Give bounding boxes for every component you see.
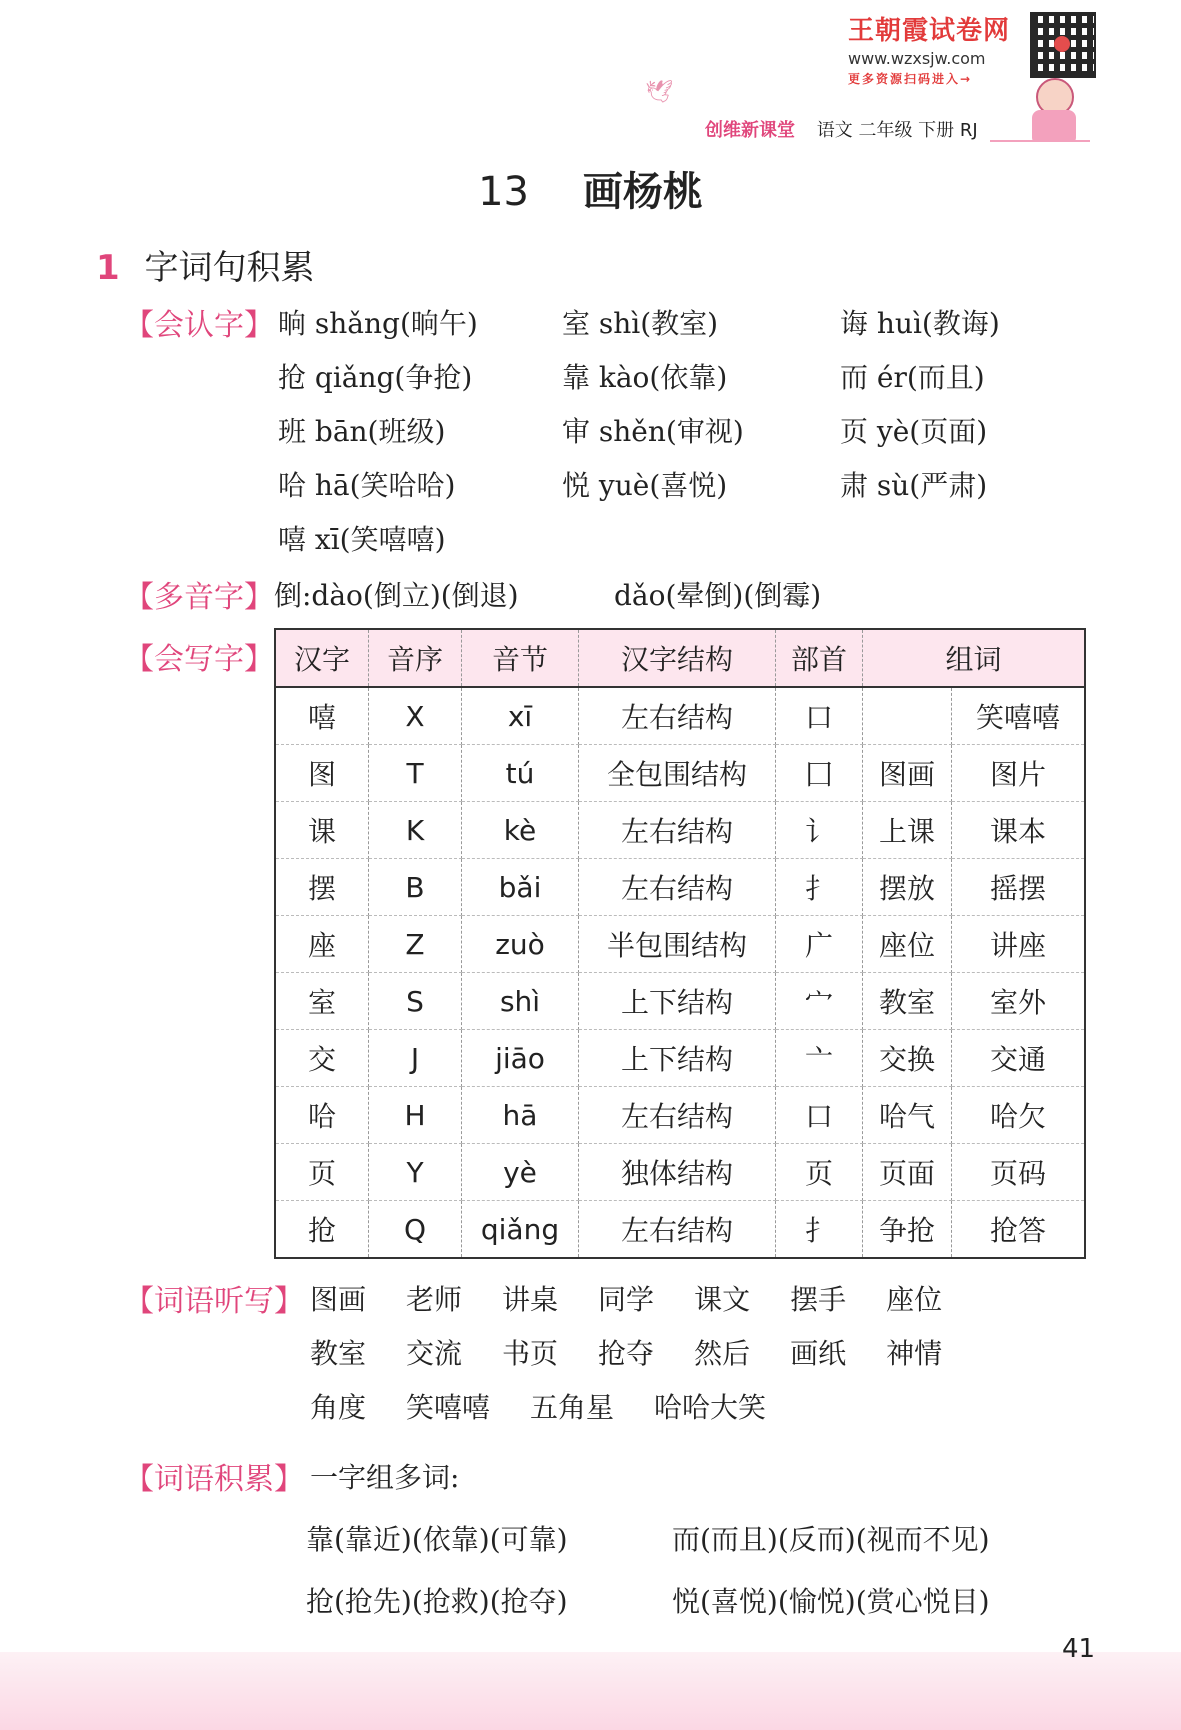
dictation-line <box>310 1332 982 1372</box>
table-cell: 上课 <box>863 802 952 859</box>
table-row <box>275 916 1085 973</box>
accumulate-item: 抢(抢先)(抢救)(抢夺) <box>306 1585 568 1618</box>
table-row <box>275 745 1085 802</box>
table-row <box>275 1201 1085 1259</box>
table-cell: 上下结构 <box>579 973 776 1030</box>
dictation-word: 画纸 <box>790 1337 847 1370</box>
recognize-item: 肃 sù(严肃) <box>840 469 988 502</box>
dictation-word: 座位 <box>886 1283 943 1316</box>
table-cell: 页 <box>776 1144 863 1201</box>
table-cell: yè <box>462 1144 579 1201</box>
table-cell: B <box>369 859 462 916</box>
header-cell: 汉字 <box>275 629 369 687</box>
dictation-word: 摆手 <box>790 1283 847 1316</box>
dictation-word: 五角星 <box>530 1391 615 1424</box>
accumulate-label: 【词语积累】 <box>124 1462 304 1497</box>
page-title <box>0 160 1181 217</box>
dictation-word: 讲桌 <box>502 1283 559 1316</box>
dictation-word: 同学 <box>598 1283 655 1316</box>
table-cell: S <box>369 973 462 1030</box>
recognize-item: 晌 shǎng(晌午) <box>278 307 478 340</box>
dictation-word: 图画 <box>310 1283 367 1316</box>
table-cell: 座 <box>275 916 369 973</box>
bird-icon: 🕊 <box>645 80 673 105</box>
decorative-line <box>990 140 1090 142</box>
table-row <box>275 859 1085 916</box>
dictation-word: 教室 <box>310 1337 367 1370</box>
dictation-word: 书页 <box>502 1337 559 1370</box>
header-cell: 组词 <box>863 629 1086 687</box>
table-cell: 左右结构 <box>579 802 776 859</box>
table-cell: 教室 <box>863 973 952 1030</box>
dictation-word: 交流 <box>406 1337 463 1370</box>
table-cell: 图 <box>275 745 369 802</box>
watermark-url[interactable]: www.wzxsjw.com <box>848 49 986 68</box>
dictation-word: 然后 <box>694 1337 751 1370</box>
recognize-item: 诲 huì(教诲) <box>840 307 1000 340</box>
dictation-word: 课文 <box>694 1283 751 1316</box>
section-title: 字词句积累 <box>144 248 315 288</box>
recognize-item: 班 bān(班级) <box>278 415 446 448</box>
table-cell: 半包围结构 <box>579 916 776 973</box>
table-cell: tú <box>462 745 579 802</box>
table-row <box>275 1144 1085 1201</box>
accumulate-item: 悦(喜悦)(愉悦)(赏心悦目) <box>672 1585 990 1618</box>
write-table-header <box>275 629 1085 687</box>
recognize-item: 室 shì(教室) <box>562 307 719 340</box>
recognize-item: 抢 qiǎng(争抢) <box>278 361 473 394</box>
header-cell: 音节 <box>462 629 579 687</box>
table-cell: Q <box>369 1201 462 1259</box>
table-cell: H <box>369 1087 462 1144</box>
polyphone-reading-2: dǎo(晕倒)(倒霉) <box>614 579 822 612</box>
dictation-line <box>310 1386 806 1426</box>
qr-code-icon <box>1030 12 1096 78</box>
write-table-body <box>275 687 1085 1258</box>
table-row <box>275 687 1085 745</box>
table-cell: hā <box>462 1087 579 1144</box>
table-cell: 争抢 <box>863 1201 952 1259</box>
table-cell: 课本 <box>952 802 1086 859</box>
table-cell: 讲座 <box>952 916 1086 973</box>
table-cell: 室外 <box>952 973 1086 1030</box>
table-cell: X <box>369 687 462 745</box>
table-cell: 页码 <box>952 1144 1086 1201</box>
mascot-icon <box>1024 70 1084 148</box>
table-cell: 宀 <box>776 973 863 1030</box>
table-cell: T <box>369 745 462 802</box>
recognize-item: 而 ér(而且) <box>840 361 985 394</box>
table-row <box>275 1030 1085 1087</box>
dictation-word: 老师 <box>406 1283 463 1316</box>
lesson-number: 13 <box>478 169 529 215</box>
table-cell <box>863 687 952 745</box>
accumulate-item: 而(而且)(反而)(视而不见) <box>672 1523 990 1556</box>
watermark-name: 王朝霞试卷网 <box>848 16 1011 46</box>
write-label: 【会写字】 <box>124 642 274 677</box>
grade-info: 语文 二年级 下册 RJ <box>816 120 978 141</box>
section-number: 1 <box>96 248 120 288</box>
table-cell: 座位 <box>863 916 952 973</box>
table-cell: 左右结构 <box>579 1201 776 1259</box>
dictation-word: 抢夺 <box>598 1337 655 1370</box>
table-cell: 哈欠 <box>952 1087 1086 1144</box>
table-cell: 页 <box>275 1144 369 1201</box>
watermark-more: 更多资源扫码进入→ <box>848 72 973 86</box>
recognize-item: 页 yè(页面) <box>840 415 988 448</box>
table-cell: kè <box>462 802 579 859</box>
table-cell: 室 <box>275 973 369 1030</box>
table-cell: 交通 <box>952 1030 1086 1087</box>
table-row <box>275 802 1085 859</box>
dictation-word: 哈哈大笑 <box>654 1391 767 1424</box>
header-cell: 音序 <box>369 629 462 687</box>
recognize-item: 审 shěn(审视) <box>562 415 744 448</box>
table-cell: 课 <box>275 802 369 859</box>
table-cell: 抢 <box>275 1201 369 1259</box>
table-cell: 口 <box>776 687 863 745</box>
dictation-word: 角度 <box>310 1391 367 1424</box>
table-cell: 口 <box>776 1087 863 1144</box>
lesson-title: 画杨桃 <box>582 169 703 215</box>
table-cell: 广 <box>776 916 863 973</box>
recognize-item: 哈 hā(笑哈哈) <box>278 469 456 502</box>
table-cell: xī <box>462 687 579 745</box>
table-cell: 扌 <box>776 1201 863 1259</box>
watermark <box>848 10 1028 87</box>
table-cell: 亠 <box>776 1030 863 1087</box>
table-cell: 笑嘻嘻 <box>952 687 1086 745</box>
table-cell: J <box>369 1030 462 1087</box>
header-cell: 汉字结构 <box>579 629 776 687</box>
dictation-line <box>310 1278 982 1318</box>
section-heading <box>96 240 314 289</box>
recognize-item: 嘻 xī(笑嘻嘻) <box>278 523 446 556</box>
table-cell: 摇摆 <box>952 859 1086 916</box>
write-table <box>274 628 1086 1259</box>
book-info <box>705 116 978 142</box>
table-cell: 交换 <box>863 1030 952 1087</box>
footer-band <box>0 1652 1181 1730</box>
table-cell: 全包围结构 <box>579 745 776 802</box>
recognize-item: 悦 yuè(喜悦) <box>562 469 728 502</box>
table-cell: bǎi <box>462 859 579 916</box>
table-cell: 上下结构 <box>579 1030 776 1087</box>
table-cell: Z <box>369 916 462 973</box>
dictation-word: 笑嘻嘻 <box>406 1391 491 1424</box>
table-row <box>275 973 1085 1030</box>
table-cell: 摆放 <box>863 859 952 916</box>
table-cell: 交 <box>275 1030 369 1087</box>
table-cell: 嘻 <box>275 687 369 745</box>
table-cell: 独体结构 <box>579 1144 776 1201</box>
table-cell: 左右结构 <box>579 1087 776 1144</box>
brand-name: 创维新课堂 <box>705 120 795 141</box>
header-cell: 部首 <box>776 629 863 687</box>
accumulate-item: 靠(靠近)(依靠)(可靠) <box>306 1523 568 1556</box>
table-cell: 哈 <box>275 1087 369 1144</box>
table-cell: K <box>369 802 462 859</box>
recognize-label: 【会认字】 <box>124 308 274 343</box>
table-cell: 扌 <box>776 859 863 916</box>
table-cell: shì <box>462 973 579 1030</box>
table-cell: 左右结构 <box>579 859 776 916</box>
table-cell: 囗 <box>776 745 863 802</box>
dictation-label: 【词语听写】 <box>124 1284 304 1319</box>
table-cell: 抢答 <box>989 1214 1046 1247</box>
table-cell: 图片 <box>952 745 1086 802</box>
table-row <box>275 1087 1085 1144</box>
table-cell: zuò <box>462 916 579 973</box>
table-cell: 哈气 <box>863 1087 952 1144</box>
table-cell: 左右结构 <box>579 687 776 745</box>
table-cell: 页面 <box>863 1144 952 1201</box>
polyphone-reading-1: 倒:dào(倒立)(倒退) <box>274 579 519 612</box>
recognize-item: 靠 kào(依靠) <box>562 361 728 394</box>
table-cell: 讠 <box>776 802 863 859</box>
table-cell: jiāo <box>462 1030 579 1087</box>
table-cell: Y <box>369 1144 462 1201</box>
table-cell: 图画 <box>863 745 952 802</box>
table-cell: qiǎng <box>462 1201 579 1259</box>
page-number: 41 <box>1062 1634 1096 1664</box>
polyphone-label: 【多音字】 <box>124 580 274 615</box>
table-cell: 摆 <box>275 859 369 916</box>
dictation-word: 神情 <box>886 1337 943 1370</box>
accumulate-intro: 一字组多词: <box>310 1461 460 1494</box>
